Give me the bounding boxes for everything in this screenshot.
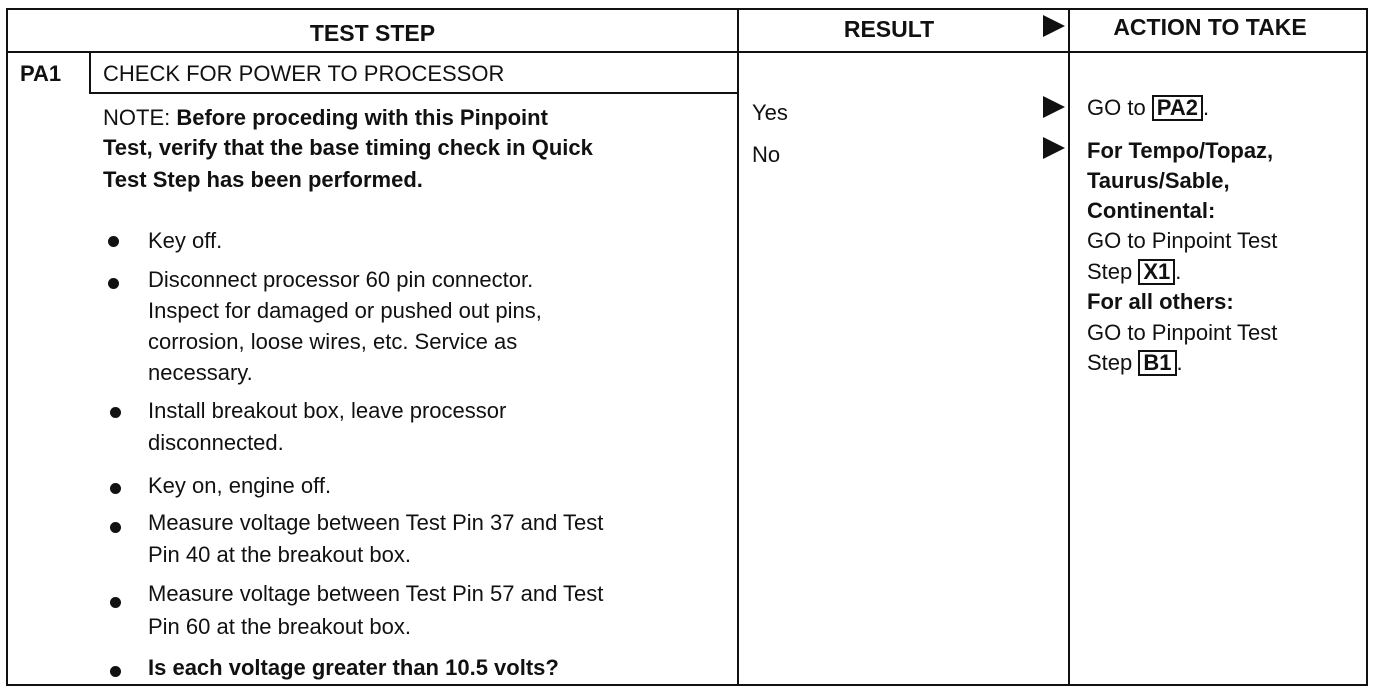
action-no-group1-line-3: Continental: xyxy=(1087,198,1216,223)
step-title: CHECK FOR POWER TO PROCESSOR xyxy=(103,61,505,86)
bullet-breakout-line-1: Install breakout box, leave processor xyxy=(148,398,507,423)
bullet-disconnect-line-4: necessary. xyxy=(148,360,253,385)
action-no-step-1-prefix: Step xyxy=(1087,259,1139,284)
action-no-step-1-suffix: . xyxy=(1175,259,1182,284)
result-no: No xyxy=(752,142,781,167)
bullet-measure-37-line-2: Pin 40 at the breakout box. xyxy=(148,542,411,567)
bullet-measure-37-line-1: Measure voltage between Test Pin 37 and Test xyxy=(148,510,604,535)
ref-x1: X1 xyxy=(1138,259,1175,285)
action-yes xyxy=(1087,92,1209,123)
action-no-step-2-prefix: Step xyxy=(1087,350,1139,375)
action-no-step-1 xyxy=(1087,256,1181,287)
note-line-2: Test, verify that the base timing check in Quick xyxy=(103,135,593,160)
bullet-measure-57-line-1: Measure voltage between Test Pin 57 and Test xyxy=(148,581,604,606)
bullet-icon xyxy=(110,522,121,533)
action-no-group1-line-1: For Tempo/Topaz, xyxy=(1087,138,1274,163)
action-no-step-2 xyxy=(1087,347,1183,378)
test-step-right-border xyxy=(737,8,739,686)
ref-pa2: PA2 xyxy=(1152,95,1203,121)
bullet-question: Is each voltage greater than 10.5 volts? xyxy=(148,655,559,680)
bullet-key-on: Key on, engine off. xyxy=(148,473,332,498)
bullet-measure-57-line-2: Pin 60 at the breakout box. xyxy=(148,614,411,639)
note-line-1: Before proceding with this Pinpoint xyxy=(176,105,548,130)
action-yes-suffix: . xyxy=(1202,95,1210,120)
bullet-breakout-line-2: disconnected. xyxy=(148,430,284,455)
bullet-disconnect-line-3: corrosion, loose wires, etc. Service as xyxy=(148,329,518,354)
header-action-to-take: ACTION TO TAKE xyxy=(1113,14,1307,40)
result-yes: Yes xyxy=(752,100,788,125)
note-label: NOTE: xyxy=(103,105,177,130)
note-line-3: Test Step has been performed. xyxy=(103,167,423,192)
header-result: RESULT xyxy=(843,16,935,42)
step-id-bottom-border xyxy=(6,92,90,94)
header-test-step: TEST STEP xyxy=(309,20,436,46)
header-arrow-icon xyxy=(1043,15,1065,37)
bullet-icon xyxy=(110,483,121,494)
action-no-goto-2: GO to Pinpoint Test xyxy=(1087,320,1278,345)
ref-b1: B1 xyxy=(1138,350,1176,376)
action-no-group2: For all others: xyxy=(1087,289,1234,314)
step-title-bottom-border xyxy=(90,92,738,94)
bullet-icon xyxy=(110,666,121,677)
right-border xyxy=(1366,8,1368,686)
action-yes-prefix: GO to xyxy=(1087,95,1152,120)
bullet-icon xyxy=(108,236,119,247)
action-no-group1-line-2: Taurus/Sable, xyxy=(1087,168,1230,193)
no-arrow-icon xyxy=(1043,137,1065,159)
header-bottom-border xyxy=(6,51,1368,53)
step-id: PA1 xyxy=(20,61,62,86)
bullet-disconnect-line-2: Inspect for damaged or pushed out pins, xyxy=(148,298,542,323)
yes-arrow-icon xyxy=(1043,96,1065,118)
bullet-disconnect-line-1: Disconnect processor 60 pin connector. xyxy=(148,267,534,292)
left-border xyxy=(6,8,8,686)
top-border xyxy=(6,8,1368,10)
action-no-goto-1: GO to Pinpoint Test xyxy=(1087,228,1278,253)
action-no-step-2-suffix: . xyxy=(1176,350,1183,375)
bullet-key-off: Key off. xyxy=(148,228,223,253)
result-right-border xyxy=(1068,8,1070,686)
note xyxy=(103,102,548,133)
step-id-divider xyxy=(89,52,91,94)
bullet-icon xyxy=(110,597,121,608)
bullet-icon xyxy=(108,278,119,289)
bullet-icon xyxy=(110,407,121,418)
bottom-border xyxy=(6,684,1368,686)
